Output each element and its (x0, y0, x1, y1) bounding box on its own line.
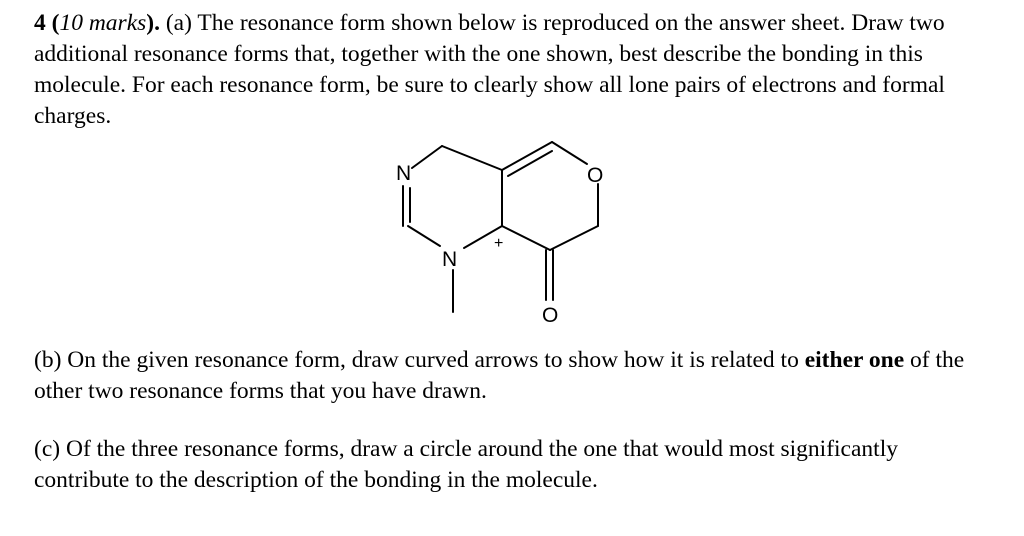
bond-c-o-ring-top (552, 142, 587, 164)
question-4-part-a (34, 8, 994, 132)
atom-n-bottom: N (442, 248, 458, 271)
part-b-text-after: of the other two resonance forms that you have drawn. (34, 347, 965, 404)
resonance-structure (380, 130, 660, 330)
part-c-paragraph (34, 434, 994, 496)
bond-ch2-carbonyl (550, 226, 598, 250)
part-b-emphasis: either one (804, 347, 905, 373)
part-a-text: The resonance form shown below is reproduced on the answer sheet. Draw two additional resonance forms that, together with the one shown, best describe the bonding in this molecule. For each resonance form, be sure to clearly show all lone pairs of electrons and formal charges. (34, 10, 945, 129)
formal-charge: + (494, 235, 504, 252)
bond-n-ch-left (408, 226, 440, 246)
molecule-drawing (380, 130, 660, 330)
part-b-paragraph (34, 345, 994, 407)
atom-o-carbonyl: O (542, 304, 559, 327)
bond-n-ch (412, 146, 442, 168)
bond-carbonyl-cation (502, 226, 550, 250)
atom-o-ring: O (587, 164, 604, 187)
atom-n-top: N (396, 162, 412, 185)
part-c-text: Of the three resonance forms, draw a circle around the one that would most significantly contribute to the description of the bonding in the molecule. (34, 436, 898, 493)
bond-ch-fusion-top (442, 146, 502, 170)
marks-open: ( (51, 10, 60, 36)
part-a-paragraph (34, 8, 994, 132)
question-marks: 10 marks (59, 10, 147, 36)
part-b-text-before: On the given resonance form, draw curved arrows to show how it is related to (67, 347, 799, 373)
part-a-label: (a) (165, 10, 192, 36)
part-b-label: (b) (34, 347, 62, 373)
marks-close: ). (146, 10, 160, 36)
part-c-label: (c) (34, 436, 61, 462)
question-number: 4 (34, 10, 46, 36)
